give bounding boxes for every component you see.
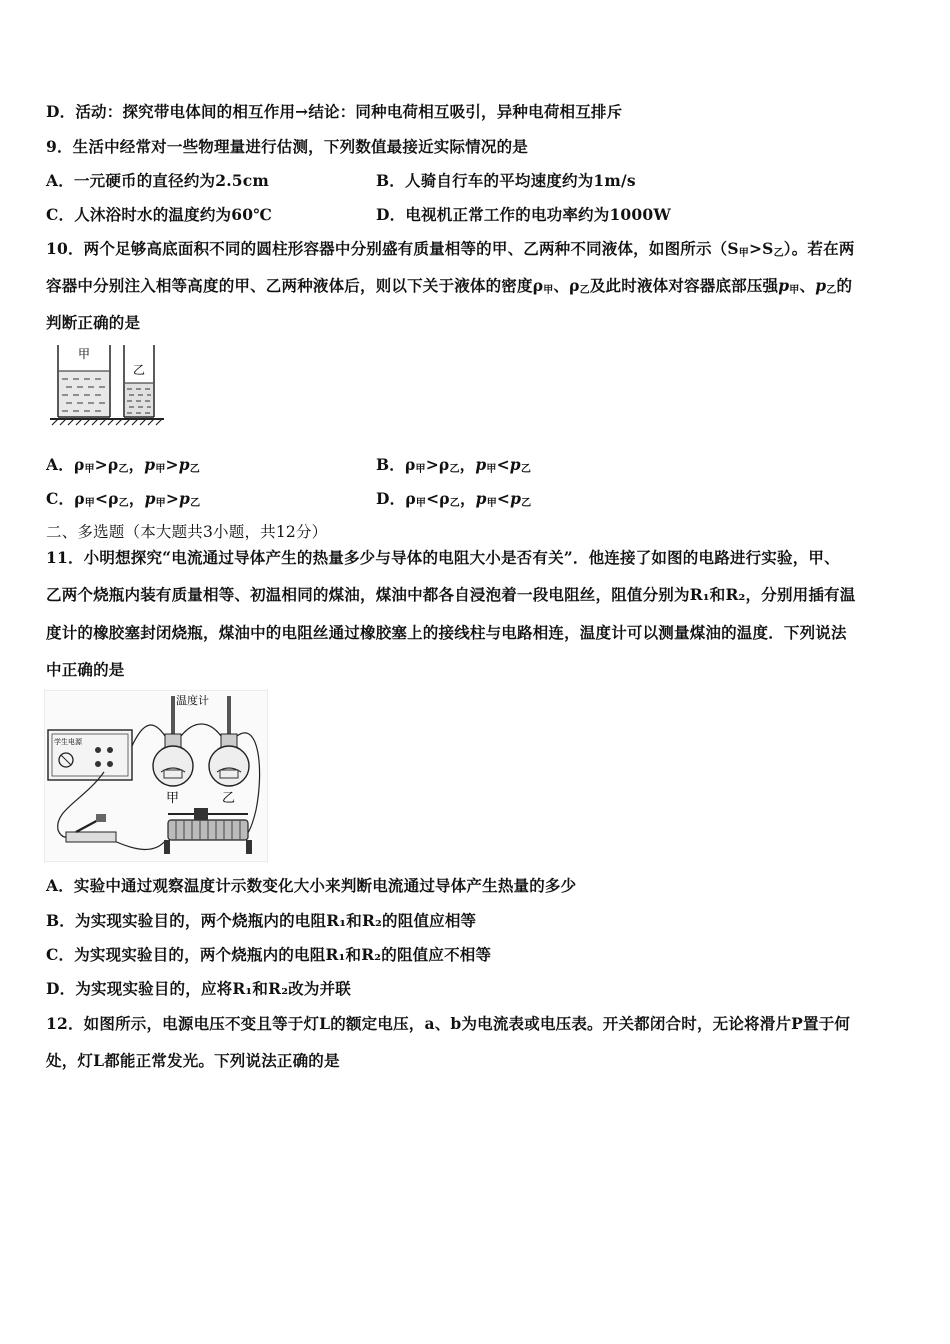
q10-option-a: A．$\rho_甲>\rho_乙$，$p_甲>p_乙$ xyxy=(46,455,200,475)
q10-stem-line1-end: ）。若在两 xyxy=(783,239,855,258)
subscript-yi: 乙 xyxy=(449,498,460,509)
subscript-jia: 甲 xyxy=(789,285,800,296)
subscript-jia: 甲 xyxy=(415,464,426,475)
subscript-yi: 乙 xyxy=(579,285,590,296)
q9-option-d: D．电视机正常工作的电功率约为1000W xyxy=(376,205,671,224)
q10-option-c: C．$\rho_甲<\rho_乙$，$p_甲>p_乙$ xyxy=(46,489,201,509)
q11-stem-line3: 度计的橡胶塞封闭烧瓶，煤油中的电阻丝通过橡胶塞上的接线柱与电路相连，温度计可以测量煤油的温度．下列说法 xyxy=(46,623,847,642)
subscript-jia: 甲 xyxy=(415,498,427,509)
q11-stem-line1: 11．小明想探究“电流通过导体产生的热量多少与导体的电阻大小是否有关”．他连接了如图的电路进行实验，甲、 xyxy=(46,548,840,567)
q9-option-b: B．人骑自行车的平均速度约为1m/s xyxy=(376,171,636,190)
q10-stem-line2: 容器中分别注入相等高度的甲、乙两种液体后，则以下关于液体的密度$\rho_甲$、$\rho_乙$及此时液体对容器底部压强$p_甲$、$p_乙$的 xyxy=(46,276,853,296)
section-title: 二、多选题（本大题共3小题，共12分） xyxy=(46,523,328,541)
q10-option-d: D．$\rho_甲<\rho_乙$，$p_甲<p_乙$ xyxy=(376,489,532,509)
q10-stem-line2-end: 的 xyxy=(836,276,853,295)
subscript-yi: 乙 xyxy=(449,464,460,475)
q9-option-a: A．一元硬币的直径约为2.5cm xyxy=(46,171,270,190)
subscript-jia: 甲 xyxy=(486,464,497,475)
thermometer-label: 温度计 xyxy=(176,694,209,707)
power-supply-label: 学生电源 xyxy=(54,738,82,746)
option-label: B． xyxy=(376,455,406,474)
q12-stem-line2: 处，灯L都能正常发光。下列说法正确的是 xyxy=(46,1051,340,1070)
q10-option-b: B．$\rho_甲>\rho_乙$，$p_甲<p_乙$ xyxy=(376,455,532,475)
q10-containers-figure xyxy=(46,343,172,427)
subscript-jia: 甲 xyxy=(738,248,749,259)
q11-option-d: D．为实现实验目的，应将R₁和R₂改为并联 xyxy=(46,979,351,998)
subscript-yi: 乙 xyxy=(520,464,532,475)
subscript-yi: 乙 xyxy=(826,285,837,296)
q10-stem-line2-mid: 及此时液体对容器底部压强 xyxy=(589,276,779,295)
q11-stem-line4: 中正确的是 xyxy=(46,660,125,679)
container-yi xyxy=(124,345,154,417)
q11-circuit-figure xyxy=(44,690,268,862)
subscript-jia: 甲 xyxy=(155,464,166,475)
q9-option-c: C．人沐浴时水的温度约为60℃ xyxy=(46,205,272,224)
container-jia xyxy=(58,345,110,417)
option-label: D． xyxy=(376,489,406,508)
q11-stem-line2: 乙两个烧瓶内装有质量相等、初温相同的煤油，煤油中都各自浸泡着一段电阻丝，阻值分别为R₁和R₂，分别用插有温 xyxy=(46,585,856,604)
subscript-yi: 乙 xyxy=(118,498,129,509)
q12-stem-line1: 12．如图所示，电源电压不变且等于灯L的额定电压，a、b为电流表或电压表。开关都闭合时，无论将滑片P置于何 xyxy=(46,1014,851,1033)
subscript-jia: 甲 xyxy=(155,498,166,509)
subscript-jia: 甲 xyxy=(543,285,554,296)
q11-option-a: A．实验中通过观察温度计示数变化大小来判断电流通过导体产生热量的多少 xyxy=(46,876,577,895)
q11-option-b: B．为实现实验目的，两个烧瓶内的电阻R₁和R₂的阻值应相等 xyxy=(46,911,477,930)
flask-yi-label: 乙 xyxy=(222,791,236,806)
q11-option-c: C．为实现实验目的，两个烧瓶内的电阻R₁和R₂的阻值应不相等 xyxy=(46,945,492,964)
option-label: A． xyxy=(46,455,74,474)
power-supply xyxy=(48,730,132,780)
container-jia-label: 甲 xyxy=(78,347,91,361)
subscript-jia: 甲 xyxy=(84,498,95,509)
q10-stem-line3: 判断正确的是 xyxy=(46,313,141,332)
option-label: C． xyxy=(46,489,75,508)
subscript-yi: 乙 xyxy=(189,464,200,475)
q8-option-d: D．活动：探究带电体间的相互作用→结论：同种电荷相互吸引，异种电荷相互排斥 xyxy=(46,102,623,121)
subscript-yi: 乙 xyxy=(190,498,201,509)
subscript-yi: 乙 xyxy=(521,498,532,509)
container-yi-label: 乙 xyxy=(133,363,146,377)
subscript-jia: 甲 xyxy=(486,498,497,509)
subscript-yi: 乙 xyxy=(118,464,129,475)
flask-jia-label: 甲 xyxy=(166,791,180,806)
q10-stem-line1: 10．两个足够高底面积不同的圆柱形容器中分别盛有质量相等的甲、乙两种不同液体，如图所示$(S_甲>S_乙)$。若在两 xyxy=(46,239,855,259)
subscript-yi: 乙 xyxy=(773,248,784,259)
subscript-jia: 甲 xyxy=(84,464,95,475)
q9-stem: 9．生活中经常对一些物理量进行估测，下列数值最接近实际情况的是 xyxy=(46,137,528,156)
q10-stem-line1-text: 10．两个足够高底面积不同的圆柱形容器中分别盛有质量相等的甲、乙两种不同液体，如图所示（S xyxy=(46,239,739,258)
q10-stem-line2-text: 容器中分别注入相等高度的甲、乙两种液体后，则以下关于液体的密度ρ xyxy=(46,276,544,295)
